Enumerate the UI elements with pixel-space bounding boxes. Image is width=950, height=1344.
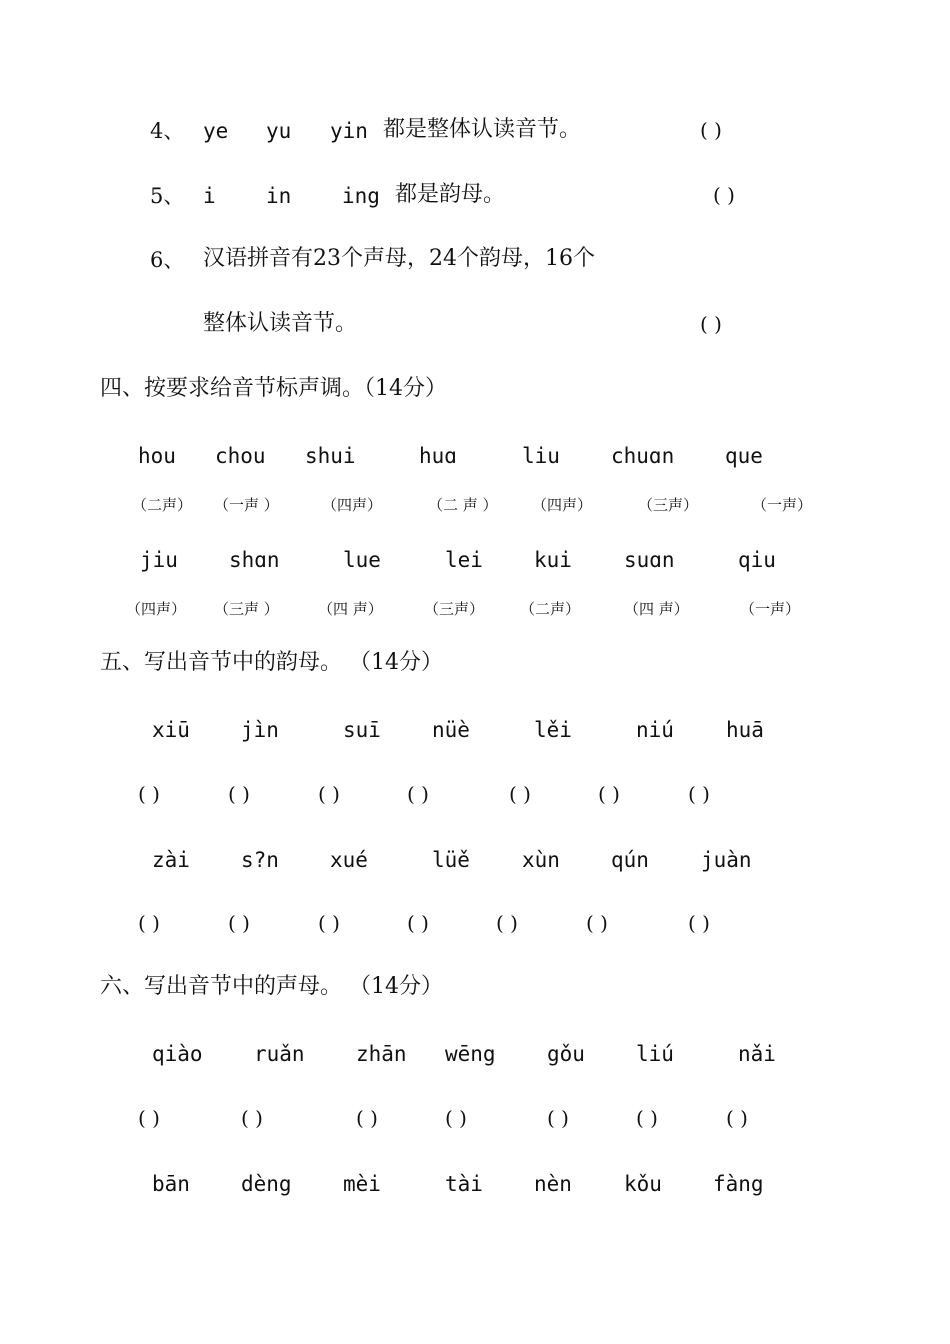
s6-r1-blank-4[interactable]: ( ): [445, 1106, 467, 1130]
s4-r1-tone-5: （四声）: [532, 496, 593, 514]
s6-r1-blank-7[interactable]: ( ): [726, 1106, 748, 1130]
s4-r1-syllable-4: huɑ: [419, 444, 457, 468]
s4-r2-tone-7: （一声）: [740, 600, 801, 618]
s4-r2-tone-6: （四 声）: [624, 600, 689, 618]
s5-r2-syllable-7: juàn: [701, 848, 752, 872]
s4-r2-syllable-1: jiu: [140, 548, 178, 572]
s5-r1-blank-1[interactable]: ( ): [138, 782, 160, 806]
s6-r2-syllable-6: kǒu: [624, 1172, 662, 1196]
section5-title: 五、写出音节中的韵母。 （14分）: [100, 650, 443, 675]
s6-r1-syllable-6: liú: [636, 1042, 674, 1066]
s5-r2-syllable-5: xùn: [522, 848, 560, 872]
q4-answer-blank[interactable]: ( ): [700, 118, 722, 142]
s4-r1-syllable-1: hou: [138, 444, 176, 468]
s5-r2-syllable-3: xué: [330, 848, 368, 872]
s4-r2-tone-2: （三声 ）: [214, 600, 279, 618]
s5-r1-syllable-3: suī: [343, 718, 381, 742]
q5-pinyin-2: in: [266, 184, 292, 208]
s5-r2-blank-4[interactable]: ( ): [407, 911, 429, 935]
s5-r1-syllable-1: xiū: [152, 718, 190, 742]
s4-r1-tone-6: （三声）: [638, 496, 699, 514]
s5-r2-syllable-1: zài: [152, 848, 190, 872]
s5-r2-blank-2[interactable]: ( ): [228, 911, 250, 935]
s5-r2-blank-6[interactable]: ( ): [586, 911, 608, 935]
s5-r1-blank-6[interactable]: ( ): [598, 782, 620, 806]
q5-pinyin-3: ing: [342, 184, 380, 208]
s5-r2-syllable-4: lüě: [432, 848, 470, 872]
q6-text-line2: 整体认读音节。: [203, 311, 358, 336]
s4-r2-syllable-2: shɑn: [229, 548, 280, 572]
q4-pinyin-3: yin: [330, 119, 368, 143]
s5-r1-syllable-5: lěi: [534, 718, 572, 742]
s5-r2-blank-7[interactable]: ( ): [688, 911, 710, 935]
q5-pinyin-1: i: [203, 184, 216, 208]
s5-r1-blank-7[interactable]: ( ): [688, 782, 710, 806]
s4-r1-tone-7: （一声）: [752, 496, 813, 514]
s4-r2-tone-5: （二声）: [520, 600, 581, 618]
s4-r2-tone-3: （四 声）: [318, 600, 383, 618]
s4-r1-syllable-5: liu: [522, 444, 560, 468]
s4-r1-tone-4: （二 声 ）: [428, 496, 498, 514]
s4-r2-tone-1: （四声）: [126, 600, 187, 618]
section4-title: 四、按要求给音节标声调。（14分）: [100, 376, 447, 401]
s5-r1-blank-2[interactable]: ( ): [228, 782, 250, 806]
s6-r2-syllable-7: fàng: [713, 1172, 764, 1196]
s5-r1-blank-5[interactable]: ( ): [509, 782, 531, 806]
s6-r2-syllable-2: dèng: [241, 1172, 292, 1196]
s5-r2-syllable-2: s?n: [241, 848, 279, 872]
s4-r1-syllable-7: que: [725, 444, 763, 468]
s6-r1-syllable-4: wēng: [445, 1042, 496, 1066]
s6-r1-blank-2[interactable]: ( ): [241, 1106, 263, 1130]
s6-r1-blank-3[interactable]: ( ): [356, 1106, 378, 1130]
s6-r2-syllable-3: mèi: [343, 1172, 381, 1196]
s4-r2-syllable-4: lei: [445, 548, 483, 572]
s6-r2-syllable-1: bān: [152, 1172, 190, 1196]
q6-text-line1: 汉语拼音有23个声母，24个韵母，16个: [203, 246, 595, 271]
q5-text: 都是韵母。: [395, 182, 506, 207]
s4-r1-tone-1: （二声）: [132, 496, 193, 514]
s6-r1-syllable-7: nǎi: [738, 1042, 776, 1066]
s4-r2-syllable-6: suɑn: [624, 548, 675, 572]
s5-r1-syllable-4: nüè: [432, 718, 470, 742]
q4-text: 都是整体认读音节。: [383, 117, 582, 142]
s4-r2-syllable-5: kui: [534, 548, 572, 572]
s5-r1-syllable-6: niú: [636, 718, 674, 742]
s6-r1-syllable-2: ruǎn: [254, 1042, 305, 1066]
s6-r1-syllable-5: gǒu: [547, 1042, 585, 1066]
s5-r1-syllable-7: huā: [726, 718, 764, 742]
s6-r1-blank-1[interactable]: ( ): [138, 1106, 160, 1130]
s4-r1-tone-2: （一声 ）: [214, 496, 279, 514]
q4-pinyin-2: yu: [266, 119, 292, 143]
s4-r1-syllable-6: chuɑn: [611, 444, 675, 468]
q6-answer-blank[interactable]: ( ): [700, 312, 722, 336]
s5-r2-blank-1[interactable]: ( ): [138, 911, 160, 935]
s6-r1-syllable-1: qiào: [152, 1042, 203, 1066]
s5-r1-blank-4[interactable]: ( ): [407, 782, 429, 806]
q5-answer-blank[interactable]: ( ): [713, 183, 735, 207]
s4-r2-syllable-7: qiu: [738, 548, 776, 572]
s5-r2-syllable-6: qún: [611, 848, 649, 872]
s4-r1-tone-3: （四声）: [322, 496, 383, 514]
section6-title: 六、写出音节中的声母。 （14分）: [100, 974, 443, 999]
q6-number: 6、: [150, 248, 185, 272]
s4-r2-tone-4: （三声）: [424, 600, 485, 618]
s6-r1-syllable-3: zhān: [356, 1042, 407, 1066]
s6-r1-blank-6[interactable]: ( ): [636, 1106, 658, 1130]
s5-r1-syllable-2: jìn: [241, 718, 279, 742]
q5-number: 5、: [150, 184, 185, 208]
s5-r2-blank-5[interactable]: ( ): [496, 911, 518, 935]
s6-r1-blank-5[interactable]: ( ): [547, 1106, 569, 1130]
s4-r2-syllable-3: lue: [343, 548, 381, 572]
s4-r1-syllable-3: shui: [305, 444, 356, 468]
s5-r2-blank-3[interactable]: ( ): [318, 911, 340, 935]
s4-r1-syllable-2: chou: [215, 444, 266, 468]
q4-number: 4、: [150, 119, 185, 143]
s5-r1-blank-3[interactable]: ( ): [318, 782, 340, 806]
s6-r2-syllable-4: tài: [445, 1172, 483, 1196]
s6-r2-syllable-5: nèn: [534, 1172, 572, 1196]
q4-pinyin-1: ye: [203, 119, 229, 143]
